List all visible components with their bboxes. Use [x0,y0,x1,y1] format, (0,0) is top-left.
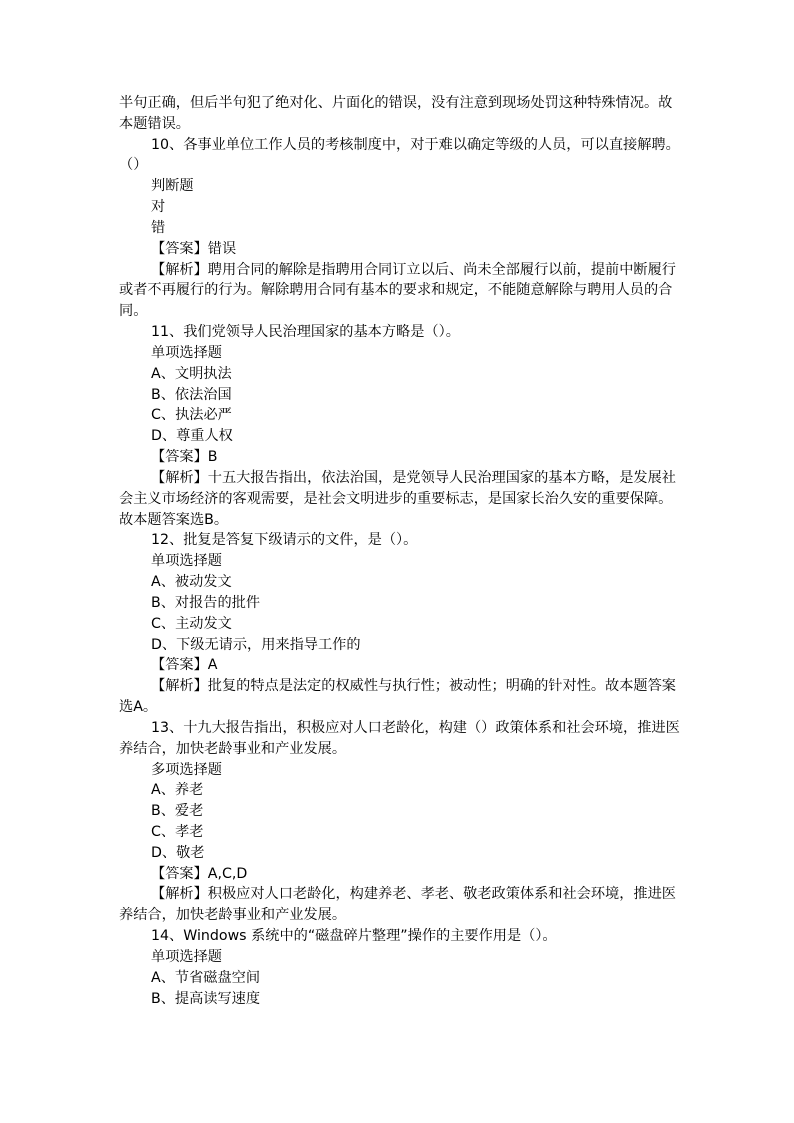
option-a: A、被动发文 [151,574,232,591]
question-10 [119,135,680,322]
question-type: 单项选择题 [151,344,222,361]
question-type: 判断题 [151,178,194,195]
option-c: C、执法必严 [151,407,232,424]
question-stem: 12、批复是答复下级请示的文件，是（）。 [151,532,418,549]
answer: 【答案】A,C,D [151,865,248,882]
question-type: 单项选择题 [151,948,222,965]
question-11 [119,322,676,530]
explanation-continuation-line-2: 本题错误。 [119,115,190,132]
option-c: C、主动发文 [151,615,232,632]
option-true: 对 [151,199,166,216]
option-a: A、节省磁盘空间 [151,969,261,986]
option-b: B、爱老 [151,803,204,820]
question-stem: 10、各事业单位工作人员的考核制度中，对于难以确定等级的人员，可以直接解聘。 [151,136,680,153]
option-d: D、尊重人权 [151,428,233,445]
option-b: B、提高读写速度 [151,990,261,1007]
option-b: B、对报告的批件 [151,594,261,611]
analysis-line-3: 故本题答案选B。 [119,511,229,528]
question-type: 多项选择题 [151,761,222,778]
answer: 【答案】A [151,657,218,674]
option-d: D、下级无请示，用来指导工作的 [151,636,361,653]
option-d: D、敬老 [151,844,205,861]
option-false: 错 [151,219,166,236]
analysis-line-3: 同。 [119,303,148,320]
option-b: B、依法治国 [151,386,232,403]
question-stem: 13、十九大报告指出，积极应对人口老龄化，构建（）政策体系和社会环境，推进医 [151,719,680,736]
explanation-continuation-line-1: 半句正确，但后半句犯了绝对化、片面化的错误，没有注意到现场处罚这种特殊情况。故 [119,95,673,111]
analysis-line-1: 【解析】十五大报告指出，依法治国，是党领导人民治理国家的基本方略，是发展社 [151,469,676,486]
question-stem: 11、我们党领导人民治理国家的基本方略是（）。 [151,324,460,341]
question-14 [119,926,671,1009]
answer: 【答案】错误 [151,240,237,257]
question-12 [119,530,676,717]
analysis-line-1: 【解析】积极应对人口老龄化，构建养老、孝老、敬老政策体系和社会环境，推进医 [151,886,676,903]
question-type: 单项选择题 [151,553,222,570]
document-page [119,93,680,1009]
question-stem-continuation: 养结合，加快老龄事业和产业发展。 [119,740,347,757]
analysis-line-2: 会主义市场经济的客观需要，是社会文明进步的重要标志，是国家长治久安的重要保障。 [119,490,673,507]
analysis-line-2: 选A。 [119,699,158,716]
question-stem-continuation: （） [119,157,148,174]
question-13 [119,718,680,926]
answer: 【答案】B [151,449,218,466]
analysis-line-2: 养结合，加快老龄事业和产业发展。 [119,907,347,924]
analysis-line-2: 或者不再履行的行为。解除聘用合同有基本的要求和规定，不能随意解除与聘用人员的合 [119,282,673,299]
option-a: A、文明执法 [151,365,232,382]
question-stem: 14、Windows 系统中的“磁盘碎片整理”操作的主要作用是（）。 [151,928,557,945]
option-a: A、养老 [151,782,204,799]
option-c: C、孝老 [151,823,204,840]
analysis-line-1: 【解析】批复的特点是法定的权威性与执行性；被动性；明确的针对性。故本题答案 [151,678,676,695]
analysis-line-1: 【解析】聘用合同的解除是指聘用合同订立以后、尚未全部履行以前，提前中断履行 [151,261,676,278]
